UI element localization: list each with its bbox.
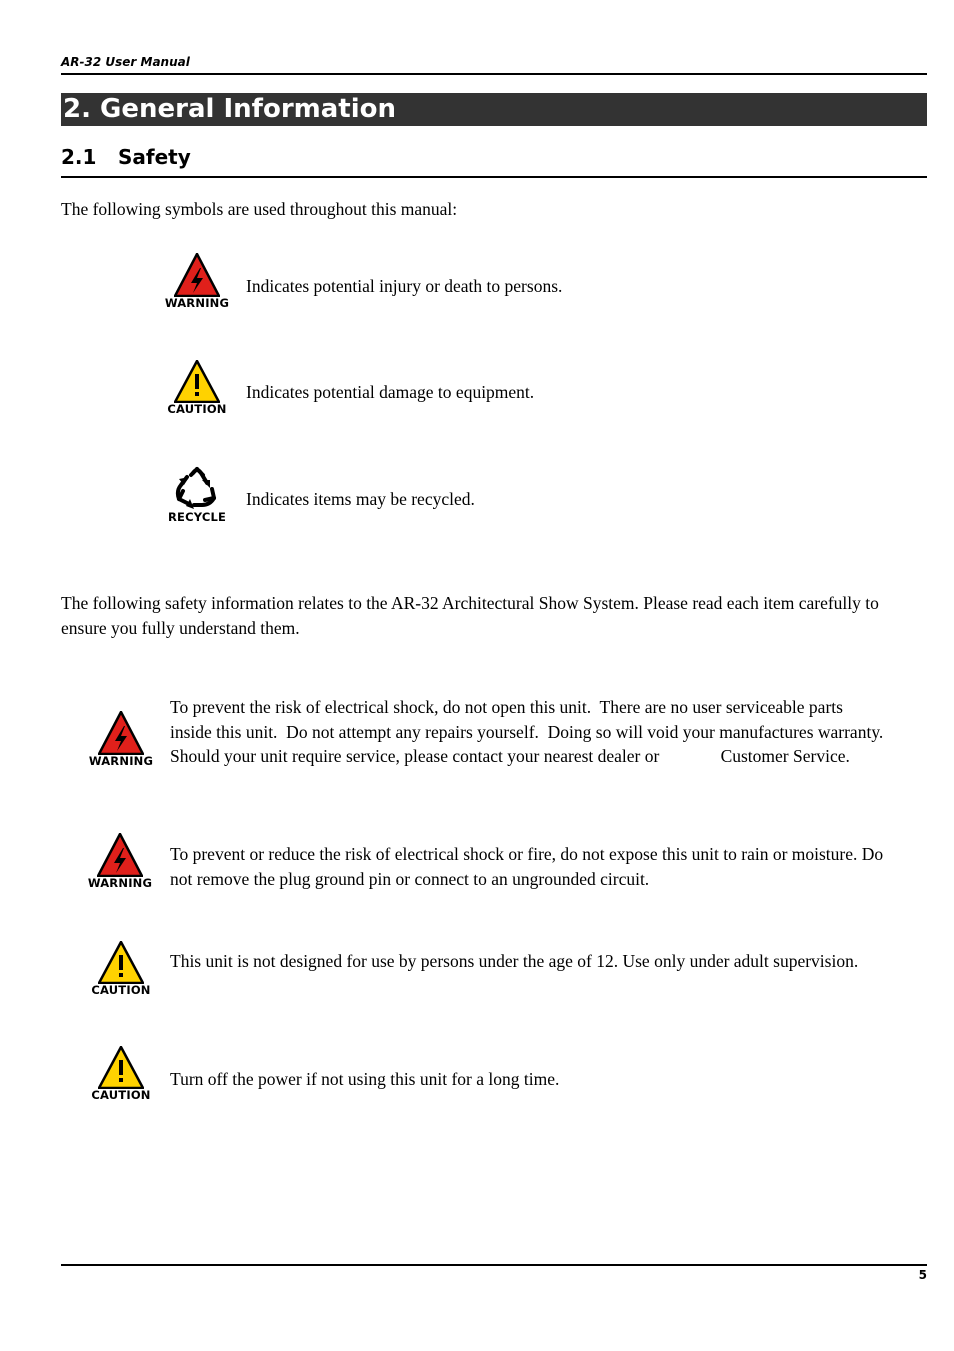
warning-icon (98, 711, 144, 755)
safety-item-2-label: WARNING (87, 876, 153, 890)
warning-label: WARNING (164, 296, 230, 310)
section-title (61, 145, 191, 169)
safety-item-2-icon (87, 833, 153, 890)
caution-icon (98, 1046, 144, 1089)
warning-icon (174, 253, 220, 297)
chapter-bar (61, 93, 927, 126)
section-name: Safety (118, 145, 191, 169)
caution-icon (174, 360, 220, 403)
chapter-title: 2. General Information (63, 94, 396, 124)
recycle-label: RECYCLE (167, 510, 227, 524)
intro-paragraph: The following symbols are used throughout this manual: (61, 199, 458, 219)
safety-item-4-label: CAUTION (91, 1088, 151, 1102)
safety-item-3-text: This unit is not designed for use by persons under the age of 12. Use only under adult supervision. (170, 951, 859, 971)
safety-item-4-text: Turn off the power if not using this unit for a long time. (170, 1069, 560, 1089)
recycle-icon (174, 465, 220, 511)
header-rule (61, 73, 927, 75)
section-number: 2.1 (61, 145, 97, 169)
safety-item-1-icon (88, 711, 154, 768)
footer-rule (61, 1264, 927, 1266)
safety-item-2-text: To prevent or reduce the risk of electrical shock or fire, do not expose this unit to rain or moisture. Do not remove the plug ground pin or connect to an ungrounded circuit. (170, 844, 884, 889)
safety-item-1-label: WARNING (88, 754, 154, 768)
section-rule (61, 176, 927, 178)
safety-item-1-text: To prevent the risk of electrical shock, do not open this unit. There are no user serviceable parts inside this unit. Do not attempt any repairs yourself. Doing so will void your manufactures warranty. Should your unit require service, please contact your nearest dealer or Customer Service. (170, 697, 893, 766)
warning-icon (97, 833, 143, 877)
safety-item-4-icon (88, 1046, 154, 1102)
caution-label: CAUTION (167, 402, 227, 416)
running-header: AR-32 User Manual (61, 55, 190, 69)
safety-intro-paragraph: The following safety information relates to the AR-32 Architectural Show System. Please read each item carefully to ensure you fully understand them. (61, 593, 879, 638)
warning-symbol (164, 253, 230, 310)
caution-icon (98, 941, 144, 984)
caution-description: Indicates potential damage to equipment. (246, 382, 535, 402)
recycle-symbol (164, 465, 230, 524)
caution-symbol (164, 360, 230, 416)
safety-item-3-icon (88, 941, 154, 997)
warning-description: Indicates potential injury or death to persons. (246, 276, 563, 296)
page-number: 5 (918, 1268, 927, 1282)
recycle-description: Indicates items may be recycled. (246, 489, 475, 509)
safety-item-3-label: CAUTION (91, 983, 151, 997)
